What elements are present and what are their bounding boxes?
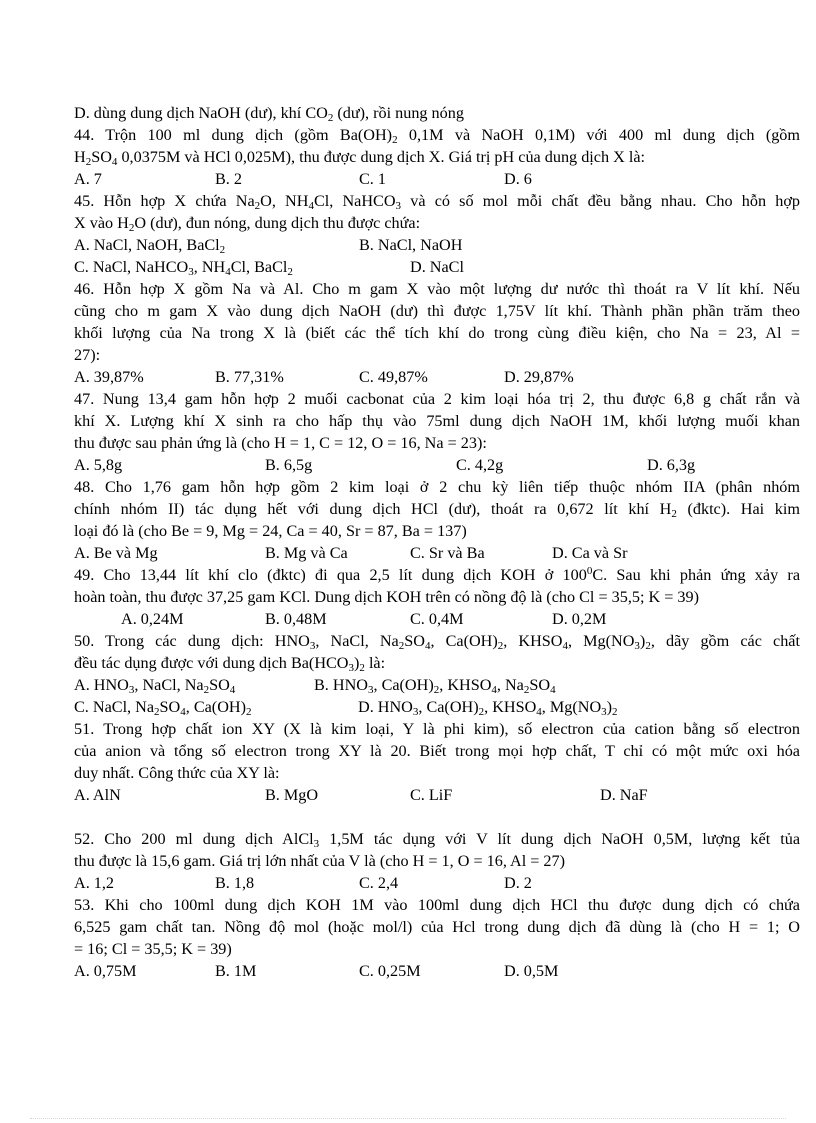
question-47-text-2: khí X. Lượng khí X sinh ra cho hấp thụ vào 75ml dung dịch NaOH 1M, khối lượng muối khan (74, 412, 800, 430)
question-51-text-2: của anion và tổng số electron trong XY là 20. Biết trong mọi hợp chất, T chỉ có một mức oxi hóa (74, 742, 800, 760)
question-48-text: 48. Cho 1,76 gam hỗn hợp gồm 2 kim loại ở 2 chu kỳ liên tiếp thuộc nhóm IIA (phân nhóm (74, 478, 800, 496)
question-47-text: 47. Nung 13,4 gam hỗn hợp 2 muối cacbonat của 2 kim loại hóa trị 2, thu được 6,8 g chất rắn và (74, 390, 800, 408)
question-48-options (74, 543, 800, 565)
question-45-text-2: X vào $H_2O$ (dư), đun nóng, dung dịch thu được chứa: (74, 214, 421, 234)
option-a[interactable]: A. 7 (74, 170, 102, 188)
option-b[interactable]: B. Mg và Ca (265, 544, 348, 562)
question-45-text: 45. Hỗn hợp X chứa $Na_2O$, $NH_4Cl$, NaHCO$_3$ và có số mol mỗi chất đều bằng nhau. Cho hỗn hợp (74, 192, 800, 212)
option-b[interactable]: B. 6,5g (265, 456, 313, 474)
option-c[interactable]: C. LiF (410, 786, 453, 804)
question-49-options (74, 609, 800, 631)
question-53-text-2: 6,525 gam chất tan. Nồng độ mol (hoặc mol/l) của Hcl trong dung dịch đã dùng là (cho H = 1; O (74, 918, 800, 936)
question-52-text: 52. Cho 200 ml dung dịch AlCl$_3$ 1,5M tác dụng với V lít dung dịch NaOH 0,5M, lượng kết tủa (74, 830, 800, 850)
question-53-text-3: = 16; Cl = 35,5; K = 39) (74, 940, 232, 958)
option-d[interactable]: D. 29,87% (504, 368, 574, 386)
question-52-options (74, 873, 800, 895)
option-c[interactable]: C. NaCl, NaHCO$_3$, $NH_4Cl$, BaCl$_2$ (74, 258, 293, 278)
question-45-options-1 (74, 235, 800, 257)
option-a[interactable]: A. NaCl, NaOH, BaCl$_2$ (74, 236, 226, 256)
option-b[interactable]: B. MgO (265, 786, 319, 804)
option-a[interactable]: A. AlN (74, 786, 121, 804)
option-d[interactable]: D. 0,2M (552, 610, 607, 628)
question-44-text-2: $H_2SO_4$ 0,0375M và HCl 0,025M), thu được dung dịch X. Giá trị pH của dung dịch X là: (74, 148, 646, 168)
question-46-options (74, 367, 800, 389)
question-46-text-2: cũng cho m gam X vào dung dịch NaOH (dư) thì được 1,75V lít khí. Thành phần phần trăm theo (74, 302, 800, 320)
question-51-text-3: duy nhất. Công thức của XY là: (74, 764, 280, 782)
question-48-text-3: loại đó là (cho Be = 9, Mg = 24, Ca = 40, Sr = 87, Ba = 137) (74, 522, 467, 540)
option-b[interactable]: B. 2 (215, 170, 242, 188)
option-c[interactable]: C. 2,4 (359, 874, 399, 892)
option-b[interactable]: B. 1M (215, 962, 257, 980)
question-53-options (74, 961, 800, 983)
question-50-options-2 (74, 697, 800, 719)
option-b[interactable]: B. 0,48M (265, 610, 327, 628)
question-47-text-3: thu được sau phản ứng là (cho H = 1, C = 12, O = 16, Na = 23): (74, 434, 487, 452)
question-50-text-2: đều tác dụng được với dung dịch $Ba(HCO_3)_2$ là: (74, 654, 386, 674)
question-46-text: 46. Hỗn hợp X gồm Na và Al. Cho m gam X vào một lượng dư nước thì thoát ra V lít khí. Nếu (74, 280, 800, 298)
question-53-text: 53. Khi cho 100ml dung dịch KOH 1M vào 100ml dung dịch HCl thu được dung dịch có chứa (74, 896, 800, 914)
option-c[interactable]: C. 0,4M (410, 610, 464, 628)
option-c[interactable]: C. 1 (359, 170, 386, 188)
option-d[interactable]: D. 2 (504, 874, 532, 892)
option-a[interactable]: A. $HNO_3$, NaCl, $Na_2SO_4$ (74, 676, 236, 696)
question-44-options (74, 169, 800, 191)
option-c[interactable]: C. 4,2g (456, 456, 504, 474)
answer-line-43d: D. dùng dung dịch NaOH (dư), khí $CO_2$ (dư), rồi nung nóng (74, 104, 464, 124)
option-d[interactable]: D. Ca và Sr (552, 544, 628, 562)
question-46-text-4: 27): (74, 346, 101, 364)
option-a[interactable]: A. 0,24M (121, 610, 184, 628)
option-a[interactable]: A. 0,75M (74, 962, 137, 980)
option-c[interactable]: C. 0,25M (359, 962, 421, 980)
question-49-text-2: hoàn toàn, thu được 37,25 gam KCl. Dung dịch KOH trên có nồng độ là (cho Cl = 35,5; K = 39) (74, 588, 699, 606)
option-d[interactable]: D. NaF (600, 786, 648, 804)
option-a[interactable]: A. Be và Mg (74, 544, 158, 562)
question-47-options (74, 455, 800, 477)
option-d[interactable]: D. 0,5M (504, 962, 559, 980)
option-d[interactable]: D. NaCl (410, 258, 464, 276)
option-b[interactable]: B. 1,8 (215, 874, 255, 892)
question-45-options-2 (74, 257, 800, 279)
option-b[interactable]: B. 77,31% (215, 368, 284, 386)
option-c[interactable]: C. 49,87% (359, 368, 428, 386)
option-d[interactable]: D. 6 (504, 170, 532, 188)
option-c[interactable]: C. NaCl, $Na_2SO_4$, $Ca(OH)_2$ (74, 698, 252, 718)
option-d[interactable]: D. $HNO_3$, $Ca(OH)_2$, $KHSO_4$, $Mg(NO_3)_2$ (358, 698, 618, 718)
question-46-text-3: khối lượng của Na trong X là (biết các thể tích khí do trong cùng điều kiện, cho Na = 23, Al = (74, 324, 800, 342)
option-a[interactable]: A. 5,8g (74, 456, 123, 474)
page-bottom-divider (30, 1118, 786, 1119)
question-49-text: 49. Cho 13,44 lít khí clo (đktc) đi qua 2,5 lít dung dịch KOH ở $100^0C$. Sau khi phản ứng xảy ra (74, 565, 801, 584)
question-51-options (74, 785, 800, 807)
option-b[interactable]: B. NaCl, NaOH (359, 236, 463, 254)
option-a[interactable]: A. 1,2 (74, 874, 115, 892)
question-44-text: 44. Trộn 100 ml dung dịch (gồm $Ba(OH)_2$ 0,1M và NaOH 0,1M) với 400 ml dung dịch (gồm (74, 126, 800, 146)
option-c[interactable]: C. Sr và Ba (410, 544, 485, 562)
option-d[interactable]: D. 6,3g (647, 456, 696, 474)
question-52-text-2: thu được là 15,6 gam. Giá trị lớn nhất của V là (cho H = 1, O = 16, Al = 27) (74, 852, 566, 870)
option-a[interactable]: A. 39,87% (74, 368, 144, 386)
question-50-options-1 (74, 675, 800, 697)
option-b[interactable]: B. $HNO_3$, $Ca(OH)_2$, $KHSO_4$, $Na_2SO_4$ (314, 676, 556, 696)
question-50-text: 50. Trong các dung dịch: $HNO_3$, NaCl, $Na_2SO_4$, $Ca(OH)_2$, $KHSO_4$, $Mg(NO_3)_2$, dãy gồm các chất (74, 632, 800, 652)
question-51-text: 51. Trong hợp chất ion XY (X là kim loại, Y là phi kim), số electron của cation bằng số electron (74, 720, 800, 738)
question-48-text-2: chính nhóm II) tác dụng hết với dung dịch HCl (dư), thoát ra 0,672 lít khí $H_2$ (đktc). Hai kim (74, 500, 800, 520)
